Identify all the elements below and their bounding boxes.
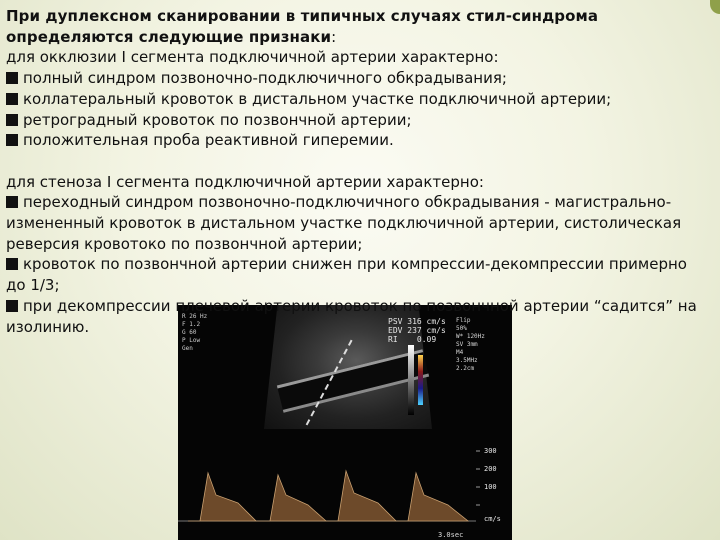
bullet-square-icon <box>6 134 18 146</box>
corner-leaf-decoration <box>710 0 720 14</box>
ultrasound-setting: Gen <box>182 345 193 352</box>
list-item-text: полный синдром позвоночно-подключичного обкрадывания; <box>23 69 507 88</box>
list-item-text: кровоток по позвончной артерии снижен при компрессии-декомпрессии примерно до 1/3; <box>6 255 687 295</box>
ultrasound-setting: R 26 Hz <box>182 313 208 320</box>
ultrasound-setting: Flip <box>456 317 471 324</box>
ultrasound-setting: W* 120Hz <box>456 333 485 340</box>
doppler-ultrasound-image <box>178 305 512 540</box>
bullet-square-icon <box>6 93 18 105</box>
ultrasound-setting: 3.5MHz <box>456 357 478 364</box>
axis-tick-label: 300 <box>484 447 497 455</box>
list-item <box>6 89 706 110</box>
axis-tick-label: 200 <box>484 465 497 473</box>
list-item-text: переходный синдром позвоночно-подключичного обкрадывания - магистрально-измененный кровоток в дистальном участке подключичной артерии, систолическая реверсия кровотоко по позвончной артерии; <box>6 193 682 253</box>
color-scale-bar <box>418 355 423 405</box>
ultrasound-setting: 50% <box>456 325 467 332</box>
axis-tick-label: 100 <box>484 483 497 491</box>
heading-text: При дуплексном сканировании в типичных случаях стил-синдрома определяются следующие признаки <box>6 7 599 46</box>
list-item <box>6 192 706 254</box>
bullet-square-icon <box>6 300 18 312</box>
axis-unit-label: cm/s <box>484 515 501 523</box>
spectral-waveforms <box>188 471 468 521</box>
list-item-text: ретроградный кровоток по позвончной артерии; <box>23 110 412 129</box>
ultrasound-setting: SV 3mm <box>456 341 478 348</box>
bullet-square-icon <box>6 114 18 126</box>
ultrasound-setting: P Low <box>182 337 201 344</box>
grayscale-bar <box>408 345 414 415</box>
heading-colon: : <box>331 27 337 46</box>
slide-text <box>6 6 706 337</box>
heading-paragraph <box>6 6 706 47</box>
list-item <box>6 130 706 151</box>
list-item-text: положительная проба реактивной гиперемии. <box>23 131 394 150</box>
list-item <box>6 254 706 295</box>
velocity-measurements: PSV 316 cm/s EDV 237 cm/s RI 0.09 <box>388 317 446 344</box>
time-scale-label: 3.0sec <box>438 531 464 539</box>
ultrasound-setting: F 1.2 <box>182 321 201 328</box>
ultrasound-setting: M4 <box>456 349 464 356</box>
list-item-text: при декомпрессии плечевой артерии кровоток по позвончной артерии “садится” на изолинию. <box>6 296 697 336</box>
bullet-square-icon <box>6 72 18 84</box>
list-item <box>6 296 706 337</box>
list-item <box>6 68 706 89</box>
doppler-spectrum <box>178 433 512 540</box>
list-item-text: коллатеральный кровоток в дистальном участке подключичной артерии; <box>23 89 612 108</box>
axis-ticks <box>476 451 480 505</box>
occlusion-intro: для окклюзии I сегмента подключичной артерии характерно: <box>6 48 499 67</box>
list-item <box>6 110 706 131</box>
paragraph-spacer <box>6 151 706 172</box>
ultrasound-setting: 2.2cm <box>456 365 475 372</box>
bullet-square-icon <box>6 258 18 270</box>
stenosis-intro: для стеноза I сегмента подключичной артерии характерно: <box>6 172 484 191</box>
bullet-square-icon <box>6 196 18 208</box>
ultrasound-setting: G 60 <box>182 329 197 336</box>
